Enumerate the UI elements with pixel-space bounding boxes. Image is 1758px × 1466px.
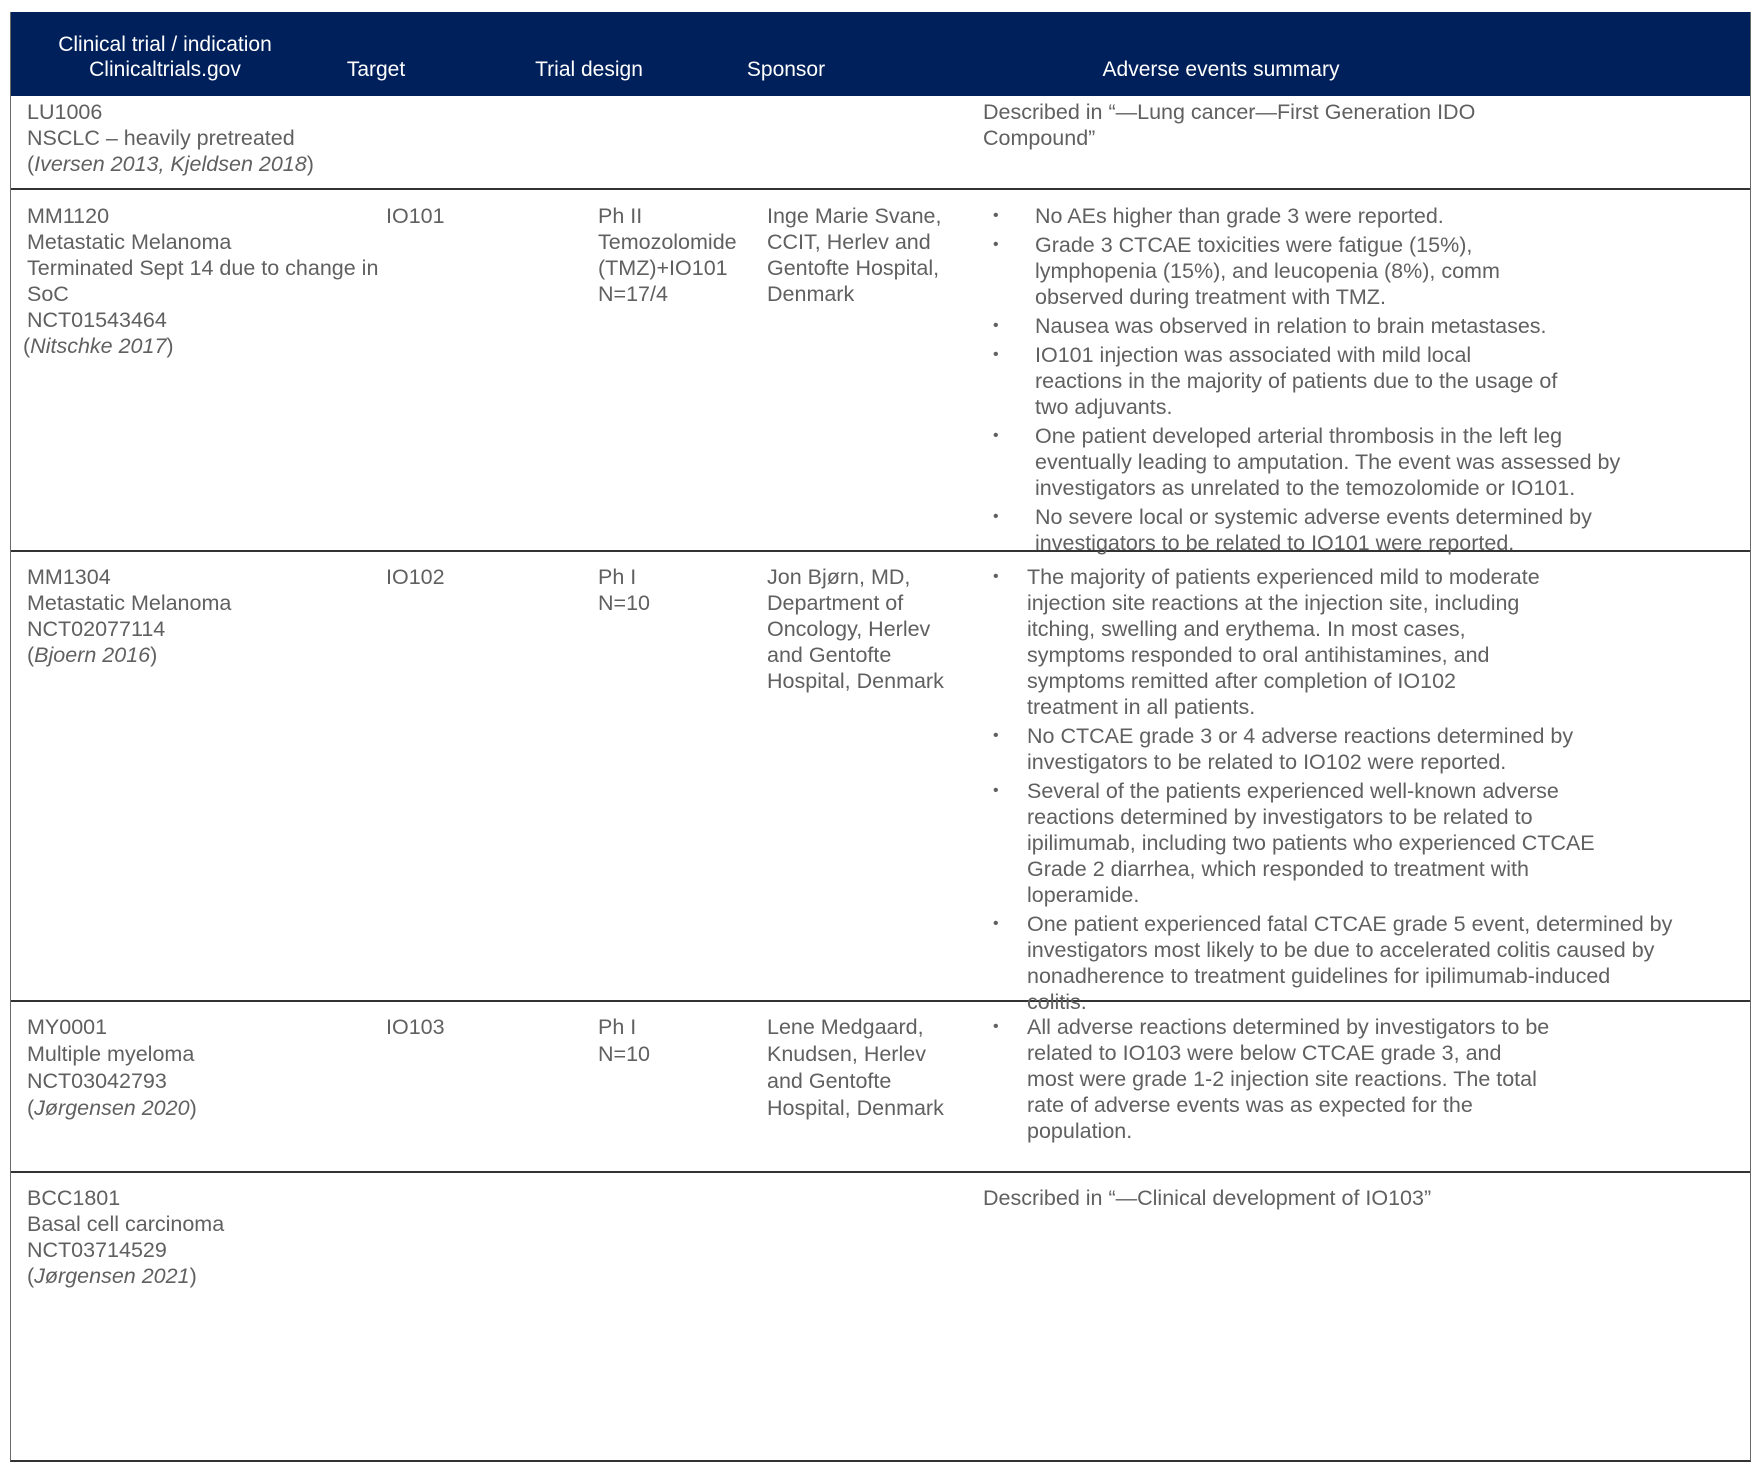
sponsor-cell: Lene Medgaard, Knudsen, Herlev and Gentofte Hospital, Denmark <box>767 1015 944 1120</box>
list-item: • Several of the patients experienced well-known adverse reactions determined by investigators to be related to ipilimumab, including two patients who experienced CTCAE Grade 2 diarrhea, which responded to treatment with loperamide. <box>993 779 1595 907</box>
list-item: • No AEs higher than grade 3 were reported. <box>993 204 1444 228</box>
trial-cell: LU1006 NSCLC – heavily pretreated (Iversen 2013, Kjeldsen 2018) <box>27 100 314 176</box>
table-row <box>11 1002 1750 1173</box>
list-item: • The majority of patients experienced mild to moderate injection site reactions at the injection site, including itching, swelling and erythema. In most cases, symptoms responded to oral antihistamines, and symptoms remitted after completion of IO102 treatment in all patients. <box>993 565 1540 719</box>
ae-bullet-list <box>983 203 1743 556</box>
bullet-icon: • <box>993 207 999 224</box>
header-trial-design: Trial design <box>535 58 643 81</box>
table-row <box>11 552 1750 1014</box>
bullet-icon: • <box>993 727 999 744</box>
header-sponsor: Sponsor <box>746 58 826 81</box>
list-item: • IO101 injection was associated with mild local reactions in the majority of patients due to the usage of two adjuvants. <box>993 343 1558 419</box>
target-cell: IO102 <box>386 565 445 589</box>
list-item: • No CTCAE grade 3 or 4 adverse reactions determined by investigators to be related to IO102 were reported. <box>993 724 1574 774</box>
bullet-icon: • <box>993 915 999 932</box>
sponsor-cell: Jon Bjørn, MD, Department of Oncology, Herlev and Gentofte Hospital, Denmark <box>767 565 944 693</box>
ae-bullet-list <box>975 564 1743 1015</box>
table-row <box>11 190 1750 555</box>
bullet-icon: • <box>993 317 999 334</box>
design-cell: Ph I N=10 <box>598 1015 650 1066</box>
bullet-icon: • <box>993 782 999 799</box>
bullet-icon: • <box>993 508 999 525</box>
ae-bullet-list <box>975 1014 1743 1144</box>
header-target: Target <box>346 58 406 81</box>
sponsor-cell: Inge Marie Svane, CCIT, Herlev and Gentofte Hospital, Denmark <box>767 204 942 306</box>
design-cell: Ph II Temozolomide (TMZ)+IO101 N=17/4 <box>598 204 737 306</box>
ae-summary-cell: Described in “—Lung cancer—First Generation IDO Compound” <box>983 100 1476 150</box>
adverse-events-table <box>10 12 1751 1462</box>
bullet-icon: • <box>993 1018 999 1035</box>
citation: Nitschke 2017 <box>30 334 167 358</box>
list-item: • Nausea was observed in relation to brain metastases. <box>993 314 1547 338</box>
bullet-icon: • <box>993 236 999 253</box>
header-clinical-trial: Clinical trial / indication Clinicaltrials.gov <box>58 33 272 81</box>
list-item: • One patient developed arterial thrombosis in the left leg eventually leading to amputation. The event was assessed by investigators as unrelated to the temozolomide or IO101. <box>993 424 1621 500</box>
ae-summary-cell: Described in “—Clinical development of IO103” <box>983 1186 1432 1210</box>
list-item: • All adverse reactions determined by investigators to be related to IO103 were below CTCAE grade 3, and most were grade 1-2 injection site reactions. The total rate of adverse events was as expected for the population. <box>993 1015 1550 1143</box>
table-header <box>11 12 1750 96</box>
bullet-icon: • <box>993 346 999 363</box>
bullet-icon: • <box>993 568 999 585</box>
list-item: • No severe local or systemic adverse events determined by investigators to be related to IO101 were reported. <box>993 505 1592 555</box>
target-cell: IO101 <box>386 204 445 228</box>
header-adverse-events: Adverse events summary <box>1102 58 1340 81</box>
citation: Bjoern 2016 <box>34 643 151 667</box>
list-item: • Grade 3 CTCAE toxicities were fatigue (15%), lymphopenia (15%), and leucopenia (8%), comm observed during treatment with TMZ. <box>993 233 1500 309</box>
bullet-icon: • <box>993 427 999 444</box>
target-cell: IO103 <box>386 1015 445 1039</box>
trial-cell: MM1120 Metastatic Melanoma Terminated Sept 14 due to change in SoC NCT01543464 (Nitschke 2017) <box>23 204 379 358</box>
trial-cell: MY0001 Multiple myeloma NCT03042793 (Jørgensen 2020) <box>27 1015 197 1120</box>
list-item: • One patient experienced fatal CTCAE grade 5 event, determined by investigators most likely to be due to accelerated colitis caused by nonadherence to treatment guidelines for ipilimumab-induced colitis. <box>993 912 1673 1014</box>
trial-cell: MM1304 Metastatic Melanoma NCT02077114 (Bjoern 2016) <box>27 565 232 667</box>
citation: Jørgensen 2021 <box>34 1264 190 1288</box>
table-row <box>11 96 1750 190</box>
ae-summary-cell <box>983 1014 1743 1147</box>
trial-cell: BCC1801 Basal cell carcinoma NCT03714529 (Jørgensen 2021) <box>27 1186 225 1288</box>
citation: Jørgensen 2020 <box>34 1096 190 1120</box>
design-cell: Ph I N=10 <box>598 565 650 615</box>
citation: Iversen 2013, Kjeldsen 2018 <box>34 152 307 176</box>
ae-summary-cell <box>983 564 1743 1018</box>
table-row <box>11 1173 1750 1301</box>
ae-summary-cell <box>983 203 1743 559</box>
